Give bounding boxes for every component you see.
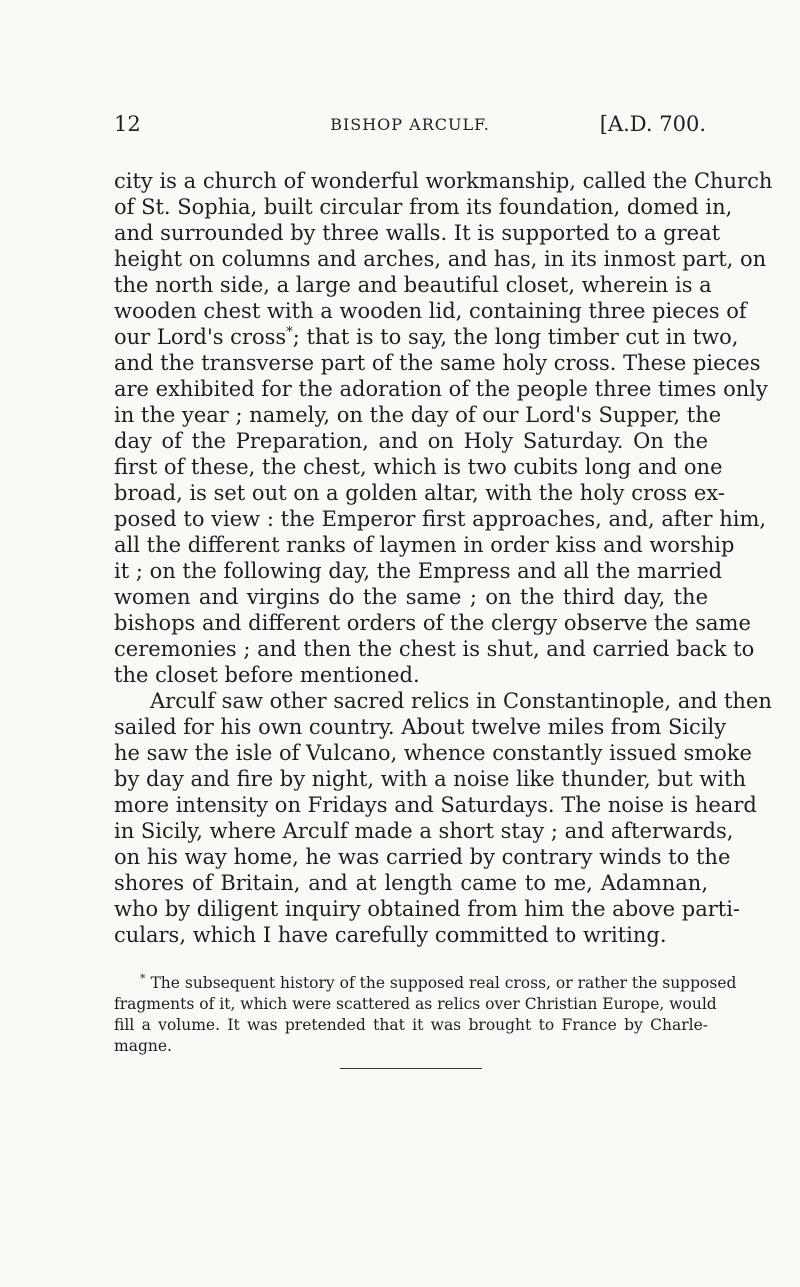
text-line: who by diligent inquiry obtained from him the above parti- (114, 897, 741, 921)
text-line: shores of Britain, and at length came to me, Adamnan, (114, 871, 708, 895)
text-line: of St. Sophia, built circular from its foundation, domed in, (114, 195, 733, 219)
footnote-marker: * (140, 972, 146, 985)
closing-rule (340, 1068, 482, 1069)
text-line: bishops and different orders of the clergy observe the same (114, 611, 751, 635)
text-line: the north side, a large and beautiful closet, wherein is a (114, 273, 712, 297)
text-line: ceremonies ; and then the chest is shut, and carried back to (114, 637, 755, 661)
text-line: city is a church of wonderful workmanship, called the Church (114, 169, 773, 193)
text-fragment: our Lord's cross (114, 325, 287, 349)
text-line: posed to view : the Emperor first approaches, and, after him, (114, 507, 767, 531)
running-title: BISHOP ARCULF. (330, 115, 490, 134)
text-line: sailed for his own country. About twelve miles from Sicily (114, 715, 727, 739)
text-line: by day and fire by night, with a noise like thunder, but with (114, 767, 747, 791)
page-number: 12 (114, 112, 141, 136)
text-line: height on columns and arches, and has, in its inmost part, on (114, 247, 767, 271)
footnote-line: magne. (114, 1037, 172, 1056)
running-date: [A.D. 700. (599, 112, 706, 136)
footnote-reference: * (286, 325, 293, 340)
footnote-line: fragments of it, which were scattered as relics over Christian Europe, would (114, 995, 717, 1014)
text-line: broad, is set out on a golden altar, with the holy cross ex- (114, 481, 725, 505)
footnote-line: fill a volume. It was pretended that it was brought to France by Charle- (114, 1016, 708, 1035)
text-line (114, 324, 739, 350)
body-text (114, 168, 773, 948)
text-line: day of the Preparation, and on Holy Saturday. On the (114, 429, 708, 453)
text-fragment: The subsequent history of the supposed real cross, or rather the supposed (150, 974, 737, 993)
text-line: women and virgins do the same ; on the third day, the (114, 585, 708, 609)
text-line: wooden chest with a wooden lid, containing three pieces of (114, 299, 747, 323)
text-line: he saw the isle of Vulcano, whence constantly issued smoke (114, 741, 752, 765)
running-head (114, 112, 706, 142)
text-line: the closet before mentioned. (114, 663, 420, 687)
text-line: culars, which I have carefully committed to writing. (114, 923, 667, 947)
text-line: in the year ; namely, on the day of our Lord's Supper, the (114, 403, 722, 427)
text-line: on his way home, he was carried by contrary winds to the (114, 845, 731, 869)
text-line: in Sicily, where Arculf made a short stay ; and afterwards, (114, 819, 734, 843)
text-line: it ; on the following day, the Empress and all the married (114, 559, 723, 583)
text-line: more intensity on Fridays and Saturdays. The noise is heard (114, 793, 757, 817)
text-line: Arculf saw other sacred relics in Constantinople, and then (150, 689, 772, 713)
footnote (114, 968, 737, 1057)
footnote-line (114, 968, 737, 994)
text-line: all the different ranks of laymen in order kiss and worship (114, 533, 735, 557)
text-fragment: ; that is to say, the long timber cut in two, (292, 325, 739, 349)
text-line: and surrounded by three walls. It is supported to a great (114, 221, 721, 245)
text-line: first of these, the chest, which is two cubits long and one (114, 455, 723, 479)
text-line: are exhibited for the adoration of the people three times only (114, 377, 768, 401)
text-line: and the transverse part of the same holy cross. These pieces (114, 351, 761, 375)
